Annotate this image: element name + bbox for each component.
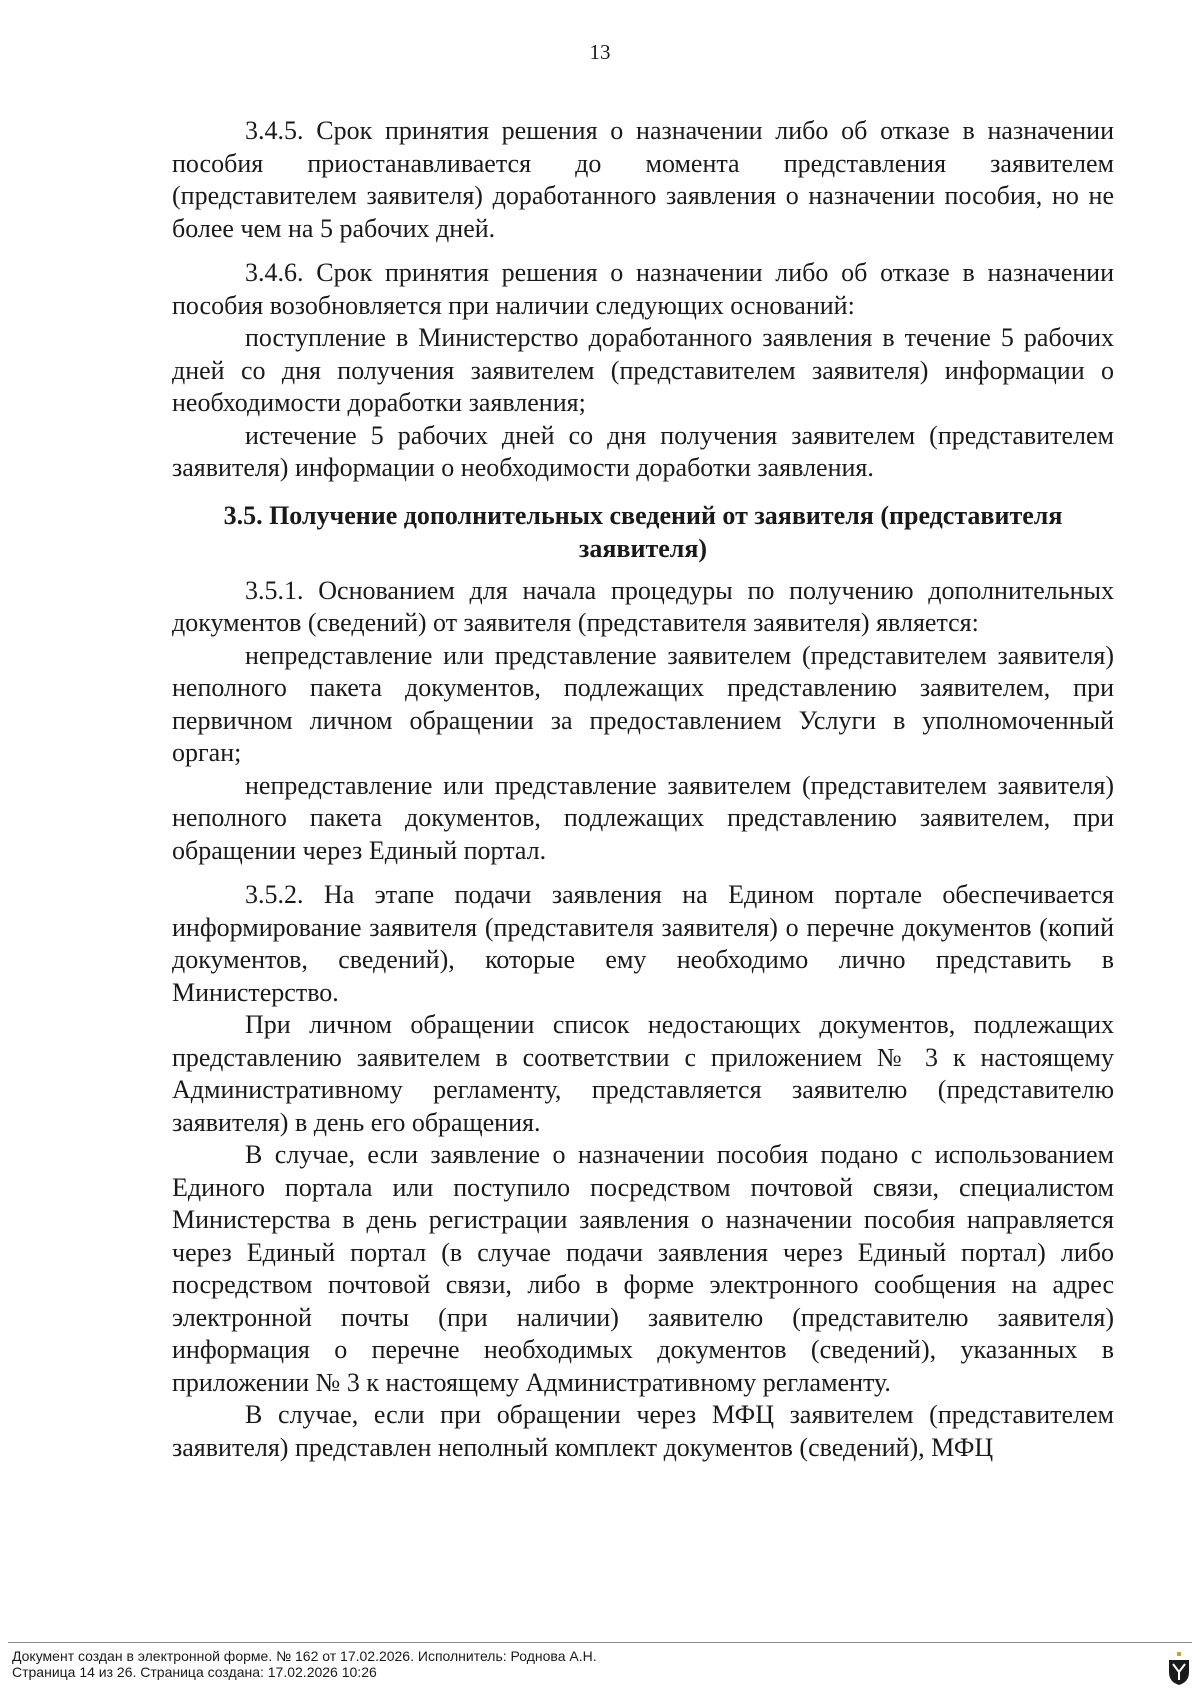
paragraph-3-5-2-personal: При личном обращении список недостающих документов, подлежащих представлению заявителем в соответствии с приложением № 3 к настоящему Административному регламенту, представляется заявителю (представителю заявителя) в день его обращения. <box>172 1010 1114 1137</box>
document-body <box>172 115 1114 1464</box>
regional-emblem-icon <box>1168 1652 1190 1686</box>
document-footer <box>12 1648 597 1680</box>
paragraph-3-5-1-item-a: непредставление или представление заявителем (представителем заявителя) неполного пакета документов, подлежащих представлению заявителем, при первичном личном обращении за предоставлением Услуги в уполномоченный орган; <box>172 640 1114 767</box>
footer-line-document-info: Документ создан в электронной форме. № 162 от 17.02.2026. Исполнитель: Роднова А.Н. <box>12 1648 597 1664</box>
footer-divider <box>8 1642 1192 1643</box>
footer-line-page-info: Страница 14 из 26. Страница создана: 17.02.2026 10:26 <box>12 1664 377 1680</box>
section-heading-3-5: 3.5. Получение дополнительных сведений от заявителя (представителя заявителя) <box>223 500 1063 563</box>
paragraph-3-5-1-item-b: непредставление или представление заявителем (представителем заявителя) неполного пакета документов, подлежащих представлению заявителем, при обращении через Единый портал. <box>172 770 1114 865</box>
paragraph-3-4-5: 3.4.5. Срок принятия решения о назначении либо об отказе в назначении пособия приостанавливается до момента представления заявителем (представителем заявителя) доработанного заявления о назначении пособия, но не более чем на 5 рабочих дней. <box>172 116 1114 243</box>
page-number: 13 <box>589 40 611 64</box>
paragraph-3-5-2-portal: В случае, если заявление о назначении пособия подано с использованием Единого портала или поступило посредством почтовой связи, специалистом Министерства в день регистрации заявления о назначении пособия направляется через Единый портал (в случае подачи заявления через Единый портал) либо посредством почтовой связи, либо в форме электронного сообщения на адрес электронной почты (при наличии) заявителю (представителю заявителя) информация о перечне необходимых документов (сведений), указанных в приложении № 3 к настоящему Административному регламенту. <box>172 1140 1114 1397</box>
paragraph-3-5-2-mfc: В случае, если при обращении через МФЦ заявителем (представителем заявителя) представлен неполный комплект документов (сведений), МФЦ <box>172 1400 1114 1462</box>
paragraph-3-4-6-item-a: поступление в Министерство доработанного заявления в течение 5 рабочих дней со дня получения заявителем (представителем заявителя) информации о необходимости доработки заявления; <box>172 323 1114 417</box>
paragraph-3-5-2: 3.5.2. На этапе подачи заявления на Едином портале обеспечивается информирование заявителя (представителя заявителя) о перечне документов (копий документов, сведений), которые ему необходимо лично представить в Министерство. <box>172 880 1114 1007</box>
paragraph-3-4-6-item-b: истечение 5 рабочих дней со дня получения заявителем (представителем заявителя) информации о необходимости доработки заявления. <box>172 420 1114 482</box>
paragraph-3-5-1: 3.5.1. Основанием для начала процедуры по получению дополнительных документов (сведений) от заявителя (представителя заявителя) является: <box>172 575 1114 637</box>
paragraph-3-4-6: 3.4.6. Срок принятия решения о назначении либо об отказе в назначении пособия возобновляется при наличии следующих оснований: <box>172 258 1114 320</box>
